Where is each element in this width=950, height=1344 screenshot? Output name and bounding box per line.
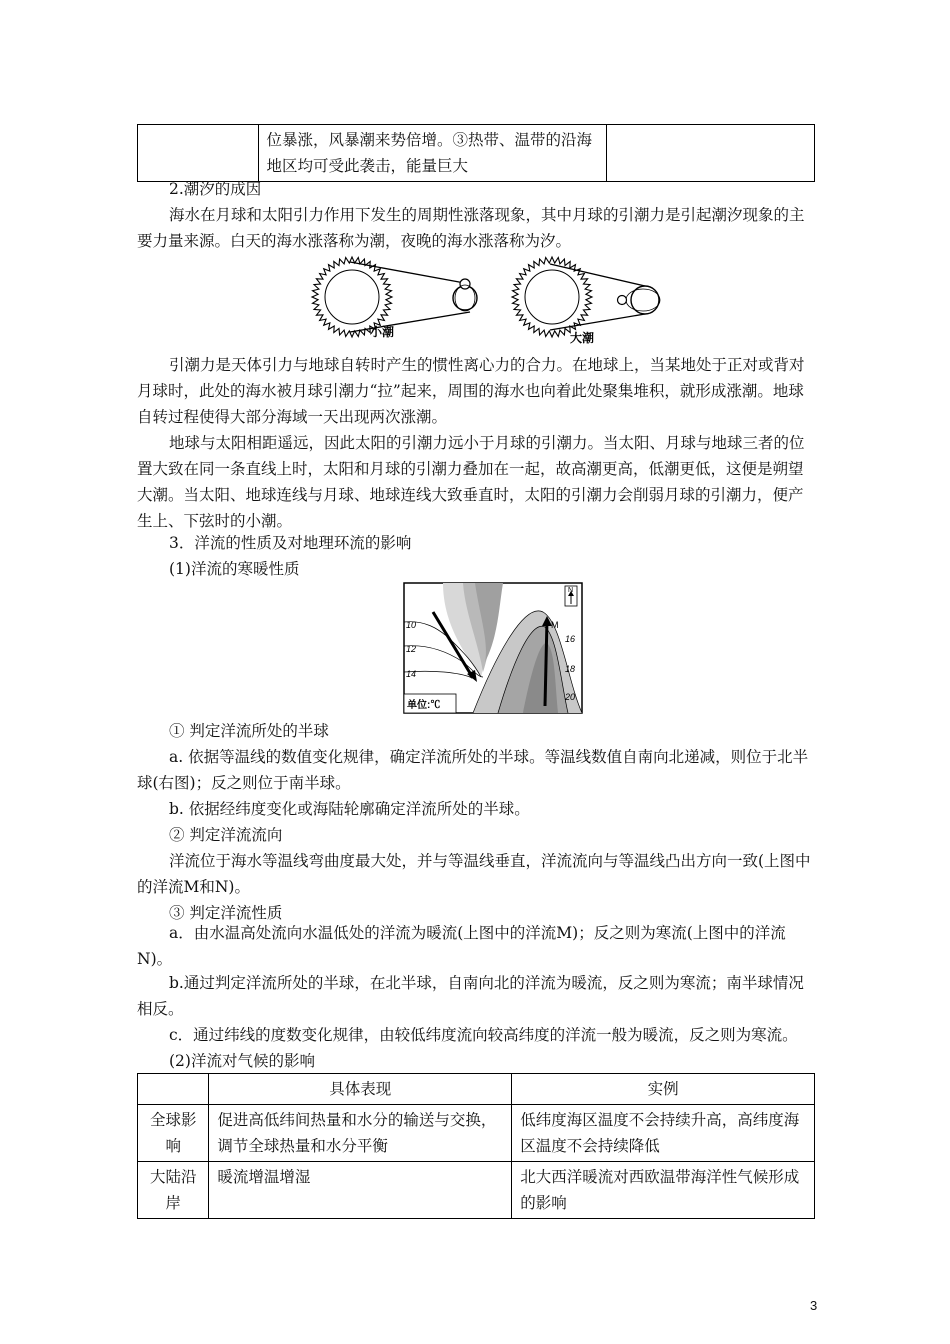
table-header-cell: 具体表现: [209, 1074, 512, 1105]
top-table-empty-cell: [138, 125, 259, 182]
step-3b: b.通过判定洋流所处的半球，在北半球，自南向北的洋流为暖流，反之则为寒流；南半球情况相反。: [137, 974, 804, 1018]
step-1b: b. 依据经纬度变化或海陆轮廓确定洋流所处的半球。: [169, 800, 530, 818]
isotherm-label-16: 16: [565, 634, 576, 644]
isotherm-label-10: 10: [406, 620, 417, 630]
top-table-empty-cell: [607, 125, 815, 182]
label-small-tide: 小潮: [370, 325, 395, 339]
section-2-paragraph-2: 引潮力是天体引力与地球自转时产生的惯性离心力的合力。在地球上，当某地处于正对或背对月球时，此处的海水被月球引潮力“拉”起来，周围的海水也向着此处聚集堆积，就形成涨潮。地球自转过程使得大部分海域一天出现两次涨潮。: [137, 356, 805, 426]
step-1a: a. 依据等温线的数值变化规律，确定洋流所处的半球。等温线数值自南向北递减，则位于北半球(右图)；反之则位于南半球。: [137, 748, 809, 792]
section-2-paragraph-3: 地球与太阳相距遥远，因此太阳的引潮力远小于月球的引潮力。当太阳、月球与地球三者的位置大致在同一条直线上时，太阳和月球的引潮力叠加在一起，故高潮更高，低潮更低，这便是朔望大潮。当太阳、地球连线与月球、地球连线大致垂直时，太阳的引潮力会削弱月球的引潮力，便产生上、下弦时的小潮。: [137, 434, 805, 530]
table-cell: 暖流增温增湿: [209, 1162, 512, 1219]
table-cell: 大陆沿岸: [138, 1162, 209, 1219]
table-row: [138, 1162, 815, 1219]
top-table-text-cell: 位暴涨，风暴潮来势倍增。③热带、温带的沿海地区均可受此袭击，能量巨大: [258, 125, 607, 182]
isotherm-label-20: 20: [565, 692, 576, 702]
step-3-title: ③ 判定洋流性质: [169, 904, 283, 922]
step-1-title: ① 判定洋流所处的半球: [169, 722, 329, 740]
section-3-subtitle-2: (2)洋流对气候的影响: [169, 1052, 315, 1070]
isotherm-map: [403, 582, 583, 714]
section-2-title: 2.潮汐的成因: [169, 180, 262, 198]
step-3c: c．通过纬线的度数变化规律，由较低纬度流向较高纬度的洋流一般为暖流，反之则为寒流。: [169, 1026, 798, 1044]
section-2-paragraph-1: 海水在月球和太阳引力作用下发生的周期性涨落现象，其中月球的引潮力是引起潮汐现象的主要力量来源。白天的海水涨落称为潮，夜晚的海水涨落称为汐。: [137, 206, 805, 250]
isotherm-label-14: 14: [406, 669, 417, 679]
table-row: [138, 1105, 815, 1162]
north-label: N: [568, 587, 574, 594]
page-number: 3: [810, 1298, 818, 1313]
table-cell: 北大西洋暖流对西欧温带海洋性气候形成的影响: [512, 1162, 815, 1219]
table-header-row: [138, 1074, 815, 1105]
section-3-title: 3．洋流的性质及对地理环流的影响: [169, 534, 412, 552]
step-3a: a．由水温高处流向水温低处的洋流为暖流(上图中的洋流M)；反之则为寒流(上图中的洋流N)。: [137, 924, 786, 968]
current-n-label: N: [469, 670, 476, 680]
table-cell: 全球影响: [138, 1105, 209, 1162]
isotherm-label-18: 18: [565, 664, 576, 674]
top-table: [137, 124, 815, 182]
table-cell: 促进高低纬间热量和水分的输送与交换，调节全球热量和水分平衡: [209, 1105, 512, 1162]
climate-table: [137, 1073, 815, 1219]
step-2-title: ② 判定洋流流向: [169, 826, 283, 844]
current-m-label: M: [551, 620, 559, 630]
tide-diagram: [300, 252, 680, 352]
table-cell: 低纬度海区温度不会持续升高，高纬度海区温度不会持续降低: [512, 1105, 815, 1162]
unit-label: 单位:℃: [407, 700, 441, 711]
isotherm-label-12: 12: [406, 644, 417, 654]
label-spring-tide: 大潮: [570, 331, 595, 345]
step-2-paragraph: 洋流位于海水等温线弯曲度最大处，并与等温线垂直，洋流流向与等温线凸出方向一致(上图中的洋流M和N)。: [137, 852, 811, 896]
table-header-cell: [138, 1074, 209, 1105]
table-header-cell: 实例: [512, 1074, 815, 1105]
section-3-subtitle-1: (1)洋流的寒暖性质: [169, 560, 300, 578]
